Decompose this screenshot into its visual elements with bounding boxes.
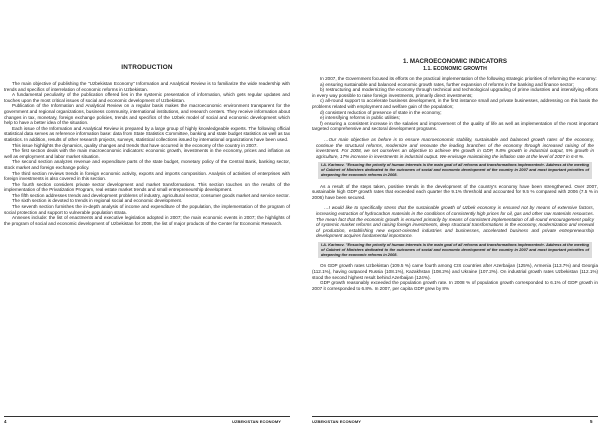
priority-item: b) restructuring and modernizing the economy through technical and technological upgrading of prime industries and intensifying efforts in every way possible to raise foreign investments, primarily direct investments;	[312, 87, 598, 98]
intro-paragraph: The seventh section furnishes the in-depth analysis of income and expenditure of the population, the implementation of the program of social protection and support to vulnerable population strata.	[4, 204, 290, 215]
right-page	[300, 0, 600, 428]
footer-rule	[4, 416, 290, 417]
section-heading: 1. MACROECONOMIC INDICATORS	[403, 58, 507, 65]
quote-text: …Our main objective as before is to ensure macroeconomic stability, sustainable and balanced growth rates of the economy, continue the structural reforms, modernize and renovate the leading branches of the economy through increased raising of the investment. For 2008, we set ourselves an objective to achieve 8% growth in GDP, 9.8% growth in industrial output, 5% growth in agriculture, 17% increase in investments in industrial output. We envisage maintaining the inflation rate at the level of 2007 in 6-8 %.	[316, 136, 594, 159]
body-paragraph: GDP growth reasonably exceeded the population growth rate. In 2008 % of population growth corresponded to 6.1% of GDP growth in 2007 it corresponded to 6.8%. In 2007, per capita GDP grew by 8%	[312, 280, 598, 291]
running-footer: UZBEKISTAN ECONOMY	[312, 419, 362, 424]
right-text-column	[312, 58, 598, 291]
left-text-column	[4, 58, 290, 226]
priority-item: a) ensuring sustainable and balanced economic growth rates, further expansion of reforms in the banking and finance sector;	[320, 81, 574, 87]
intro-paragraph: The fourth section considers private sector development and market transformations. This section touches on the results of the implementation of the Privatization Program, real estate market trends and small entrepreneurship development.	[4, 181, 290, 193]
priority-item: d) consistent reduction of presence of state in the economy;	[320, 109, 442, 115]
intro-paragraph: Publication of the Information and Analytical Review on a regular basis makes the macroeconomic environment transparent for the government and regional organizations, business community, international institutions, and research centers. They receive information about changes in tax, monetary, foreign exchange policies, trends and specifics of the Uzbek model of social and economic development which help to have a better idea of the situation.	[4, 103, 290, 126]
subsection-heading: 1.1. ECONOMIC GROWTH	[423, 66, 487, 72]
priority-item: e) intensifying reforms in public utilities;	[320, 115, 400, 121]
intro-paragraph: The fifth section addresses trends and development problems of industry, agricultural sector, consumer goods market and service sector.	[12, 192, 290, 198]
quote-block	[312, 137, 598, 179]
body-paragraph: As a result of the steps taken, positive trends in the development of the country's economy have been strengthened. Over 2007, sustainable high GDP growth rates that exceeded each quarter the 9.1% threshold and accounted for 9.5 % compared with 2006 (7.5 % in 2006) have been secured.	[312, 183, 598, 200]
intro-paragraph: The third section reviews trends in foreign economic activity, exports and imports composition. Analysis of activities of enterprises with foreign investments is also covered in this section.	[4, 170, 290, 182]
quote-source: I.A. Karimov. "Ensuring the priority of human interests is the main goal of all reforms and transformations implemented». Address at the meeting of Cabinet of Ministers dedicated to the outcomes of social and economic development of the country in 2007 and most important priorities of deepening the economic reforms in 2008.	[318, 162, 592, 178]
intro-paragraph: The main objective of publishing the "Uzbekistan Economy" Information and Analytical Review is to familiarize the wide readership with trends and specifics of interrelation of economic reforms in Uzbekistan.	[4, 81, 290, 92]
body-paragraph: In 2007, the Government focused its efforts on the practical implementation of the following strategic priorities of reforming the economy:	[320, 76, 597, 81]
page-number: 5	[590, 419, 593, 424]
running-footer: UZBEKISTAN ECONOMY	[232, 419, 282, 424]
page-number: 4	[4, 419, 7, 424]
intro-paragraph: A fundamental peculiarity of the publication offered lies in the systemic presentation of information, which gets regular updates and touches upon the most critical issues of social and economic development of Uzbekistan.	[4, 92, 290, 103]
footer-rule	[312, 416, 598, 417]
intro-paragraph: The first section deals with the main macroeconomic indicators: economic growth, investments in the economy, prices and inflation as well as employment and labor market situation.	[4, 148, 290, 159]
introduction-heading: INTRODUCTION	[121, 64, 173, 71]
intro-paragraph: Each issue of the Information and Analytical Review is prepared by a large group of highly knowledgeable experts. The following official statistical data serves as reference information base: data from State Statistics Committee, banking and state budget statistics as well as tax statistics. In addition, results of other research projects, surveys, statistical collections issued by international organizations have been used.	[4, 125, 290, 142]
quote-block	[312, 205, 598, 258]
quote-source: I.A. Karimov. "Ensuring the priority of human interests is the main goal of all reforms and transformations implemented». Address at the meeting of Cabinet of Ministers dedicated to the outcomes of social and economic development of the country in 2007 and most important priorities of deepening the economic reforms in 2008.	[318, 242, 592, 258]
intro-paragraph: The second section analyzes revenue and expenditure parts of the state budget, monetary policy of the Central Bank, banking sector, stock market and foreign exchange policy.	[4, 159, 290, 170]
priority-item: f) ensuring a consistent increase in the salaries and improvement of the quality of life as well as implementation of the most important targeted comprehensive and sectoral development programs.	[312, 120, 598, 132]
priority-item: c) all-round support to accelerate business development, in the first instance small and private businesses, addressing on this basis the problems related with employment and welfare gain of the population;	[312, 98, 598, 109]
intro-paragraph: The sixth section is devoted to trends in regional social and economic development.	[12, 198, 183, 204]
intro-paragraph: Annexes include: the list of enactments and executive legislation adopted in 2007; the main economic events in 2007; the highlights of the program of social and economic development of Uzbekistan for 2008, the list of major products of the Center for Economic Research.	[4, 215, 290, 226]
body-paragraph: On GDP growth rates Uzbekistan (109.5 %) came fourth among CIS countries after Azerbaijan (125%), Armenia (113.7%) and Georgia (112.1%), having outpaced Russia (108.1%), Kazakhstan (108.2%) and Ukraine (107.2%). On industrial growth rates Uzbekistan (112.1%) stood the second highest result behind Azerbaijan (124%).	[312, 263, 598, 280]
intro-paragraph: This issue highlights the dynamics, quality changes and trends that have occurred in the economy of the country in 2007.	[12, 142, 258, 148]
quote-text: …I would like to specifically stress that the sustainable growth of Uzbek economy is ensured not by means of extensive factors, increasing extraction of hydrocarbon materials in the conditions of consistently high prices for oil, gas and other raw materials resources. The mean fact that the economic growth is ensured primarily by means of consistent implementation of all-round encouragement policy of systemic market reforms and raising foreign investments, deep structural transformations in the economy, modernization and renewal of production, establishing new export-oriented industries and businesses, accelerated business and private entrepreneurship development acquires fundamental importance.	[316, 205, 594, 239]
